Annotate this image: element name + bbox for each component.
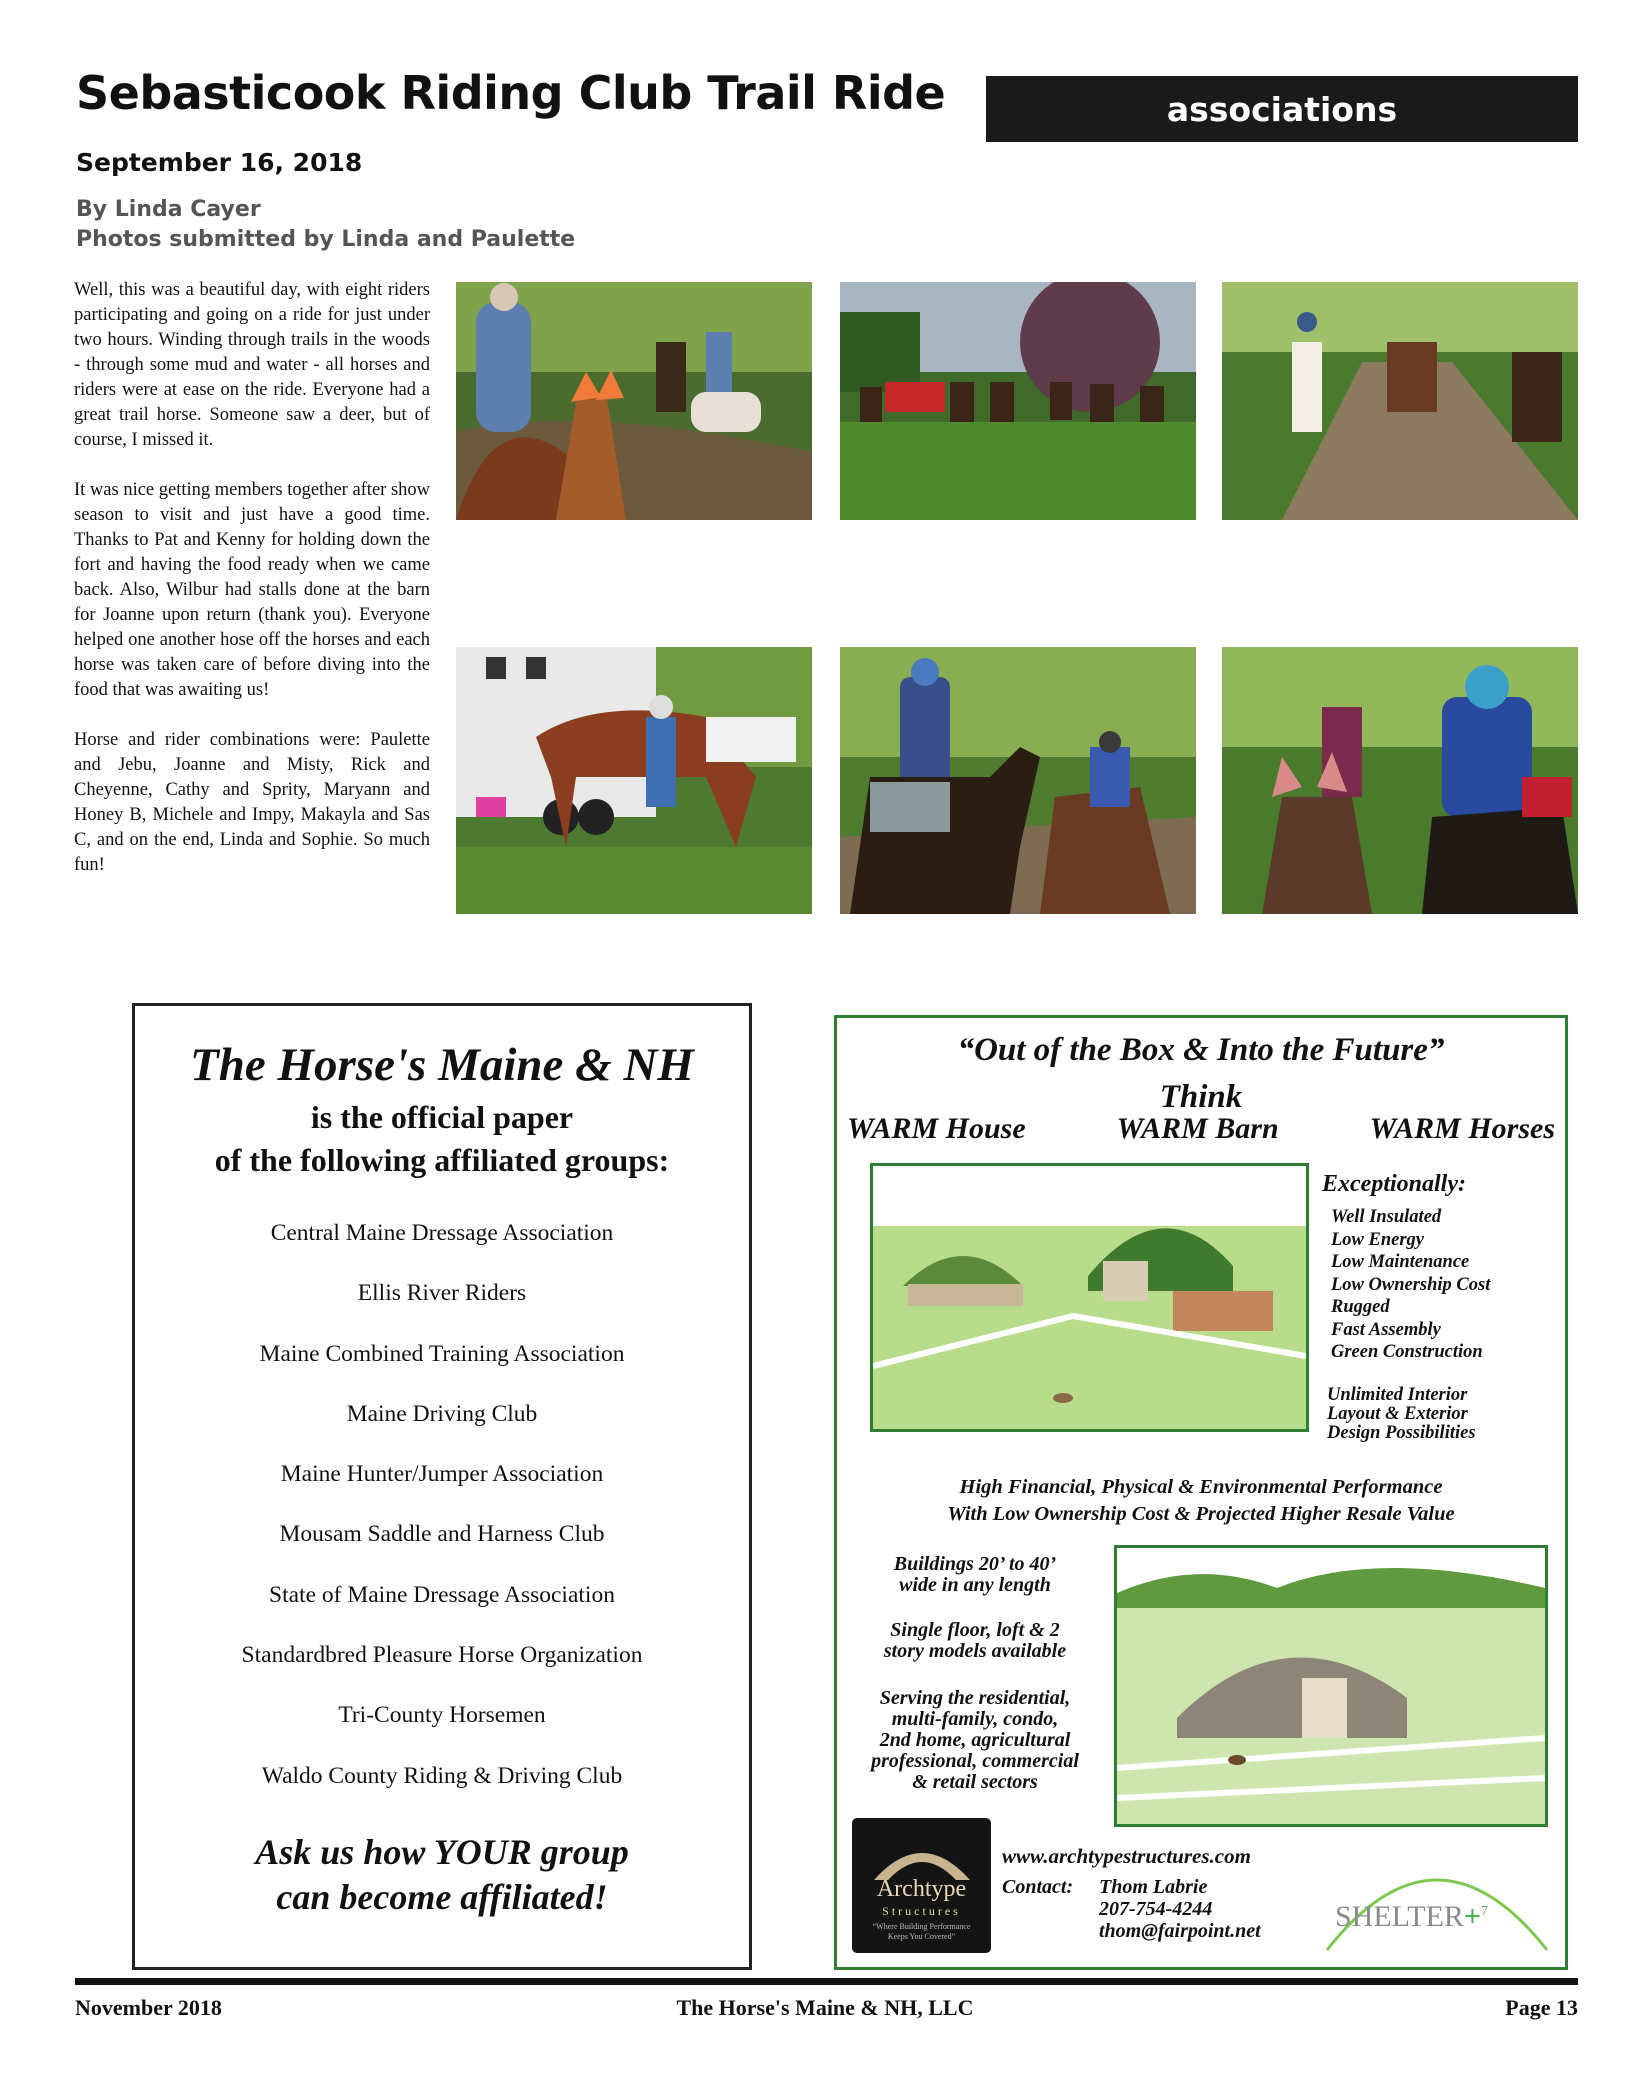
group-item: Maine Driving Club	[346, 1400, 538, 1427]
serving-line: & retail sectors	[912, 1771, 1038, 1793]
photo-riders-road	[1222, 282, 1578, 520]
exceptionally-heading: Exceptionally:	[1322, 1171, 1466, 1197]
ad-think: Think	[1159, 1079, 1243, 1115]
paragraph: Horse and rider combinations were: Paulette and Jebu, Joanne and Misty, Rick and Cheyenne, Cathy and Sprity, Maryann and Honey B, Michele and Impy, Makayla and Sas C, and on the end, Linda and Sophie. So much fun!	[74, 730, 430, 875]
photo-riders-trail	[456, 282, 812, 520]
archtype-ad	[834, 1015, 1568, 1970]
article-date: September 16, 2018	[76, 148, 363, 177]
shelter-logo	[1317, 1830, 1557, 1960]
author: By Linda Cayer	[76, 197, 261, 222]
floor-models	[837, 1620, 1113, 1662]
buildings-line: Buildings 20’ to 40’	[893, 1553, 1057, 1575]
performance-statement	[837, 1474, 1565, 1528]
serving-line: Serving the residential,	[879, 1687, 1071, 1709]
shelter-wordmark	[1335, 1900, 1488, 1934]
feature-item: Low Energy	[1331, 1229, 1425, 1250]
buildings-line: wide in any length	[899, 1574, 1051, 1596]
group-item: Ellis River Riders	[357, 1280, 527, 1307]
paragraph: It was nice getting members together after show season to visit and just have a good time. Thanks to Pat and Kenny for holding down the fort and having the food ready when we came back. Also, Wilbur had stalls done at the barn for Joanne upon return (thank you). Everyone helped one another hose off the horses and each horse was taken care of before diving into the food that was awaiting us!	[74, 480, 431, 700]
ad-title: The Horse's Maine & NH	[190, 1039, 694, 1091]
ad-subtitle	[135, 1096, 749, 1182]
paragraph: Well, this was a beautiful day, with eight riders participating and going on a ride for just under two hours. Winding through trails in the woods - through some mud and water - all horses and riders were at ease on the ride. Everyone had a great trail horse. Someone saw a deer, but of course, I missed it.	[74, 280, 430, 450]
subtitle-line: of the following affiliated groups:	[214, 1142, 670, 1178]
byline	[76, 195, 575, 255]
feature-item: Fast Assembly	[1331, 1319, 1441, 1340]
article-title: Sebasticook Riding Club Trail Ride	[76, 66, 946, 120]
group-item: Tri-County Horsemen	[338, 1702, 546, 1729]
performance-line: With Low Ownership Cost & Projected Higher Resale Value	[947, 1503, 1455, 1525]
floors-line: story models available	[883, 1640, 1067, 1662]
feature-item: Rugged	[1331, 1297, 1390, 1317]
feature-item: Low Maintenance	[1331, 1252, 1470, 1272]
performance-line: High Financial, Physical & Environmental Performance	[959, 1476, 1443, 1498]
buildings-size	[837, 1554, 1113, 1596]
ad-call-to-action	[135, 1830, 749, 1920]
contact-name: Thom Labrie	[1099, 1876, 1208, 1898]
building-rendering-1	[870, 1163, 1309, 1432]
warm-house: WARM House	[847, 1112, 1026, 1145]
footer-date: November 2018	[75, 1995, 222, 2020]
floors-line: Single floor, loft & 2	[890, 1619, 1060, 1641]
contact-phone: 207-754-4244	[1099, 1898, 1213, 1920]
cta-line: can become affiliated!	[276, 1877, 608, 1917]
ad-quote: “Out of the Box & Into the Future”	[957, 1032, 1445, 1068]
logo-sub: Structures	[882, 1904, 961, 1918]
footer-rule	[75, 1978, 1578, 1985]
features-list	[1331, 1206, 1490, 1364]
serving-sectors	[837, 1688, 1113, 1793]
serving-line: 2nd home, agricultural	[879, 1729, 1071, 1751]
group-item: Waldo County Riding & Driving Club	[261, 1762, 623, 1789]
design-possibilities	[1327, 1386, 1476, 1443]
photo-riders-field	[840, 282, 1196, 520]
design-line: Unlimited Interior	[1327, 1385, 1468, 1405]
cta-line: Ask us how YOUR group	[255, 1832, 629, 1872]
design-line: Design Possibilities	[1327, 1423, 1476, 1443]
warm-taglines	[837, 1112, 1565, 1146]
group-item: Mousam Saddle and Harness Club	[279, 1521, 605, 1548]
contact-email[interactable]: thom@fairpoint.net	[1099, 1920, 1261, 1942]
subtitle-line: is the official paper	[310, 1099, 574, 1135]
affiliated-groups-ad	[132, 1003, 752, 1970]
footer-publisher: The Horse's Maine & NH, LLC	[676, 1995, 974, 2020]
website-link[interactable]: www.archtypestructures.com	[1002, 1844, 1251, 1868]
group-item: Central Maine Dressage Association	[270, 1220, 614, 1246]
group-item: Maine Hunter/Jumper Association	[280, 1461, 604, 1488]
shelter-text: SHELTER	[1335, 1900, 1464, 1933]
feature-item: Green Construction	[1331, 1342, 1483, 1362]
feature-item: Well Insulated	[1331, 1207, 1442, 1227]
photo-horse-trailer	[456, 647, 812, 914]
plus-icon: +	[1463, 1900, 1482, 1933]
photo-riders-closeup	[1222, 647, 1578, 914]
serving-line: multi-family, condo,	[891, 1708, 1059, 1730]
footer-page-number: Page 13	[1505, 1995, 1578, 2020]
tagline-line: Keeps You Covered”	[887, 1932, 956, 1941]
design-line: Layout & Exterior	[1327, 1404, 1468, 1424]
group-item: Maine Combined Training Association	[259, 1340, 625, 1367]
group-item: Standardbred Pleasure Horse Organization	[241, 1642, 643, 1669]
feature-item: Low Ownership Cost	[1331, 1274, 1491, 1295]
photo-credit: Photos submitted by Linda and Paulette	[76, 227, 576, 252]
serving-line: professional, commercial	[871, 1750, 1079, 1772]
shelter-sup: 7	[1481, 1904, 1489, 1919]
warm-horses: WARM Horses	[1369, 1112, 1555, 1145]
section-banner: associations	[986, 76, 1578, 142]
archtype-logo	[852, 1818, 991, 1953]
tagline-line: “Where Building Performance	[872, 1922, 971, 1931]
logo-name: Archtype	[876, 1876, 967, 1902]
warm-barn: WARM Barn	[1116, 1112, 1279, 1145]
contact-label: Contact:	[1002, 1876, 1074, 1898]
group-item: State of Maine Dressage Association	[269, 1581, 615, 1608]
building-rendering-2	[1114, 1545, 1548, 1827]
contact-details	[1099, 1876, 1261, 1942]
groups-list	[135, 1218, 749, 1821]
photo-riders-group	[840, 647, 1196, 914]
logo-tagline	[852, 1922, 991, 1942]
article-body	[74, 278, 430, 903]
